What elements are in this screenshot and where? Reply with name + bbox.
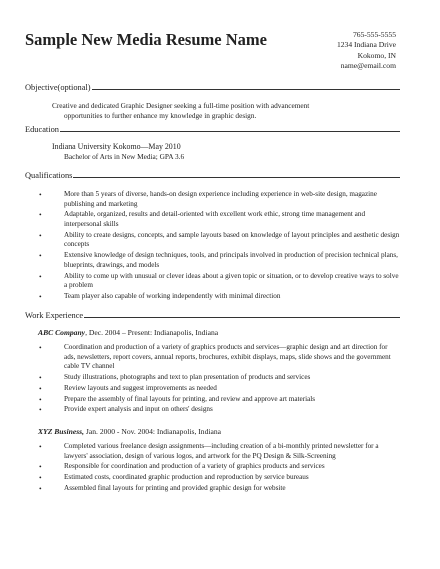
objective-line-2: opportunities to further enhance my knowledge in graphic design.	[64, 110, 257, 120]
contact-email: name@email.com	[340, 60, 396, 70]
list-item: • Ability to come up with unusual or clever ideas about a given topic or situation, or to develop creative ways to solve a problem	[38, 272, 400, 291]
list-item: • Team player also capable of working independently with minimal direction	[38, 292, 400, 302]
job-duties-abc	[38, 343, 400, 416]
education-label: Education	[25, 125, 59, 134]
list-item: • Provide expert analysis and input on others' designs	[38, 405, 400, 415]
contact-phone: 765-555-5555	[352, 30, 396, 39]
objective-line-1: Creative and dedicated Graphic Designer seeking a full-time position with advancement	[52, 101, 310, 110]
objective-rule	[92, 89, 400, 90]
contact-city: Kokomo, IN	[357, 50, 396, 60]
list-item: • Extensive knowledge of design techniques, tools, and principals involved in production of precision technical plans, blueprints, drawings, and models	[38, 251, 400, 270]
list-item: • More than 5 years of diverse, hands-on design experience including experience in web-site design, magazine publishing and marketing	[38, 190, 400, 209]
objective-label: Objective(optional)	[25, 83, 91, 92]
list-item: • Study illustrations, photographs and text to plan presentation of products and services	[38, 373, 400, 383]
job-details: , Dec. 2004 – Present: Indianapolis, Indiana	[85, 328, 219, 337]
job-header-abc	[38, 328, 218, 338]
job-header-xyz	[38, 427, 221, 437]
list-item: • Coordination and production of a variety of graphics products and services—graphic design and art direction for ads, newsletters, report covers, annual reports, brochures, exhibit displays, maps, slide shows and the government cable TV channel	[38, 343, 400, 372]
qualifications-heading	[25, 171, 400, 180]
job-company: XYZ Business,	[38, 427, 84, 436]
list-item: • Review layouts and suggest improvements as needed	[38, 384, 400, 394]
education-school: Indiana University Kokomo—May 2010	[52, 142, 181, 151]
objective-heading	[25, 83, 400, 92]
work-rule	[84, 317, 400, 318]
list-item: • Completed various freelance design assignments—including creation of a bi-monthly printed newsletter for a lawyers' association, design of various logos, and artwork for the PQ Design & Silk-Screening	[38, 442, 400, 461]
work-heading	[25, 311, 400, 320]
qualifications-rule	[73, 177, 400, 178]
list-item: • Ability to create designs, concepts, and sample layouts based on knowledge of layout principles and aesthetic design concepts	[38, 231, 400, 250]
contact-address: 1234 Indiana Drive	[336, 40, 396, 50]
list-item: • Assembled final layouts for printing and provided graphic design for website	[38, 484, 400, 494]
list-item: • Estimated costs, coordinated graphic production and reproduction by service bureaus	[38, 473, 400, 483]
job-company: ABC Company	[38, 328, 86, 337]
job-duties-xyz	[38, 442, 400, 495]
job-details: Jan. 2000 - Nov. 2004: Indianapolis, Indiana	[84, 427, 222, 436]
contact-info	[337, 30, 396, 71]
objective-text	[52, 101, 392, 120]
education-heading	[25, 125, 400, 134]
education-degree: Bachelor of Arts in New Media; GPA 3.6	[64, 152, 185, 161]
list-item: • Prepare the assembly of final layouts for printing, and review and approve art materials	[38, 395, 400, 405]
qualifications-list	[38, 190, 400, 303]
list-item: • Responsible for coordination and production of a variety of graphics products and services	[38, 462, 400, 472]
qualifications-label: Qualifications	[25, 171, 73, 180]
list-item: • Adaptable, organized, results and detail-oriented with excellent work ethic, strong time management and interpersonal skills	[38, 210, 400, 229]
work-label: Work Experience	[25, 311, 84, 320]
resume-title: Sample New Media Resume Name	[25, 30, 267, 49]
education-rule	[60, 131, 400, 132]
education-entry	[52, 142, 184, 162]
